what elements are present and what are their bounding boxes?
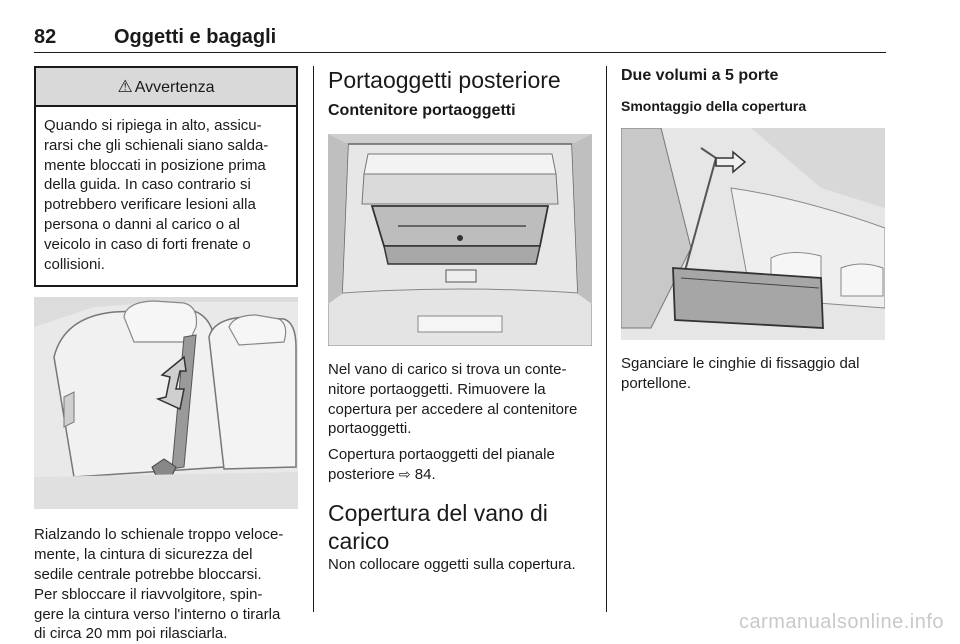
text-fragment: posteriore [328, 465, 395, 483]
warning-line: potrebbero verificare lesioni alla [44, 196, 256, 214]
column-divider [606, 66, 607, 612]
text-line: Copertura portaoggetti del pianale [328, 446, 555, 464]
warning-line: Quando si ripiega in alto, assicu- [44, 117, 262, 134]
cover-removal-illustration [621, 128, 885, 340]
text-line: gere la cintura verso l'interno o tirarla [34, 605, 281, 623]
warning-line: della guida. In caso contrario si [44, 176, 251, 194]
page-number: 82 [34, 26, 57, 48]
rear-seat-belt-illustration [34, 297, 298, 509]
warning-line: persona o danni al carico o al [44, 215, 240, 233]
watermark: carmanualsonline.info [738, 611, 944, 633]
col3-paragraph [621, 354, 887, 394]
column-2 [328, 66, 592, 575]
section-title: Portaoggetti posteriore [328, 67, 561, 93]
text-line: sedile centrale potrebbe bloccarsi. [34, 565, 262, 583]
warning-line: veicolo in caso di forti frenate o [44, 235, 251, 253]
cargo-storage-illustration [328, 134, 592, 346]
subsection-title: Contenitore portaoggetti [328, 102, 516, 119]
warning-box [34, 66, 298, 287]
col2-paragraph-2 [328, 445, 592, 485]
section-title: Due volumi a 5 porte [621, 67, 779, 84]
warning-text [36, 107, 296, 285]
col1-paragraph [34, 525, 298, 644]
text-line: Per sbloccare il riavvolgitore, spin- [34, 585, 263, 603]
text-line [328, 465, 592, 485]
warning-line: collisioni. [44, 255, 105, 273]
text-line: portellone. [621, 374, 692, 392]
warning-line: rarsi che gli schienali siano salda- [44, 136, 269, 154]
page-reference-link[interactable]: 84. [414, 465, 436, 483]
subsection-title: Smontaggio della copertura [621, 98, 807, 114]
col2-paragraph-3: Non collocare oggetti sulla copertura. [328, 555, 576, 573]
section-title: Copertura del vano di carico [328, 499, 548, 554]
warning-triangle-icon: ⚠ [117, 77, 133, 96]
warning-title: Avvertenza [134, 79, 215, 96]
text-line: mente, la cintura di sicurezza del [34, 546, 253, 564]
col2-paragraph-1 [328, 360, 592, 439]
warning-line: mente bloccati in posizione prima [44, 156, 266, 174]
text-line: Rialzando lo schienale troppo veloce- [34, 526, 284, 544]
warning-header [36, 68, 296, 107]
chapter-title: Oggetti e bagagli [114, 26, 277, 48]
text-line: Sganciare le cinghie di fissaggio dal [621, 355, 860, 372]
column-1 [34, 66, 298, 644]
column-3 [621, 66, 887, 394]
text-line: Nel vano di carico si trova un conte- [328, 361, 567, 378]
text-line: di circa 20 mm poi rilasciarla. [34, 625, 228, 643]
text-line: copertura per accedere al contenitore [328, 400, 578, 418]
text-line: portaoggetti. [328, 420, 412, 438]
page-header [34, 26, 886, 53]
column-divider [313, 66, 314, 612]
text-line: nitore portaoggetti. Rimuovere la [328, 380, 546, 398]
page-reference-arrow-icon: ⇨ [398, 465, 411, 482]
